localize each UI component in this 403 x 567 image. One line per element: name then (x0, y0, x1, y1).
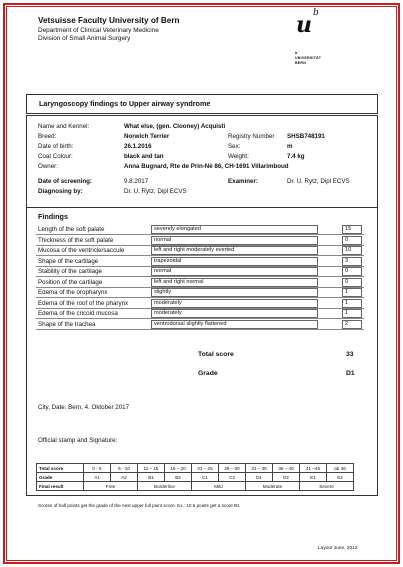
screening-label: Date of screening: (38, 178, 92, 185)
layout-footer: Layout June, 2012 (318, 546, 358, 551)
grade-cell: B1 (138, 473, 165, 482)
grade-cell: E2 (327, 473, 354, 482)
grading-note: Scores of half points get the grade of the next upper full point score. Ex.: 10.5 points get a score B1 (38, 503, 240, 508)
finding-score: 0 (342, 278, 362, 287)
city-date: City, Date: Bern, 4. Oktober 2017 (38, 404, 130, 411)
grade-cell: A1 (84, 473, 111, 482)
grade-cell: A2 (111, 473, 138, 482)
grade-cell: D1 (246, 473, 273, 482)
finding-score: 0 (342, 267, 362, 276)
range-cell: 16 – 20 (165, 464, 192, 473)
finding-label: Mucosa of the ventricle/saccule (38, 247, 125, 254)
grade-value: D1 (346, 370, 355, 377)
breed-label: Breed: (38, 133, 57, 140)
findings-divider (27, 207, 377, 208)
finding-label: Edema of the oropharynx (38, 289, 108, 296)
total-score-row-label: Total score (37, 464, 84, 473)
finding-score: 1 (342, 299, 362, 308)
result-cell: Severe (300, 482, 354, 491)
range-cell: 0 - 5 (84, 464, 111, 473)
weight-value: 7.4 kg (287, 153, 305, 160)
registry-label: Registry Number (228, 133, 275, 140)
finding-label: Length of the soft palate (38, 226, 105, 233)
finding-value: ventrodorsal slightly flattened (151, 320, 318, 329)
result-cell: Mild (192, 482, 246, 491)
range-cell: ab 46 (327, 464, 354, 473)
screening-value: 9.8.2017 (124, 178, 149, 185)
name-value: What else, (gen. Clooney) Acquisti (124, 123, 226, 130)
total-score-label: Total score (198, 351, 234, 358)
stamp-signature-label: Official stamp and Signature: (38, 437, 118, 444)
range-cell: 21 – 25 (192, 464, 219, 473)
breed-value: Norwich Terrier (124, 133, 170, 140)
finding-label: Edema of the roof of the pharynx (38, 299, 129, 307)
dob-label: Date of birth: (38, 143, 74, 150)
table-row (37, 473, 354, 482)
grade-cell: B2 (165, 473, 192, 482)
finding-value: normal (151, 236, 318, 245)
finding-score: 15 (342, 225, 362, 234)
finding-label: Stability of the cartilage (38, 268, 102, 275)
division-line: Division of Small Animal Surgery (38, 35, 131, 42)
examiner-label: Examiner: (228, 178, 258, 185)
department-line: Department of Clinical Veterinary Medicine (38, 27, 159, 34)
grade-cell: C2 (219, 473, 246, 482)
finding-value: left and right moderately everted (151, 246, 318, 255)
finding-score: 1 (342, 288, 362, 297)
document-title: Laryngoscopy findings to Upper airway syndrome (39, 99, 211, 108)
finding-label: Shape of the trachea (38, 320, 96, 328)
grade-row-label: Grade (37, 473, 84, 482)
institution-title: Vetsuisse Faculty University of Bern (38, 16, 180, 25)
finding-value: moderately (151, 309, 318, 318)
finding-value: slightly (151, 288, 318, 297)
diagnosing-label: Diagnosing by: (38, 188, 83, 195)
owner-value: Anna Bugnard, Rte de Prin-Nè 86, CH-1691 Villarimboud (124, 163, 289, 170)
range-cell: 26 – 30 (219, 464, 246, 473)
finding-label: Thickness of the soft palate (38, 236, 114, 244)
diagnosing-value: Dr. U. Rytz, Dipl ECVS (124, 188, 187, 195)
logo-text-b: b (295, 51, 298, 55)
result-cell: Free (84, 482, 138, 491)
finding-score: 2 (342, 320, 362, 329)
finding-score: 3 (342, 257, 362, 266)
coat-label: Coat Colour: (38, 153, 73, 160)
examiner-value: Dr. U. Rytz, Dipl ECVS (287, 178, 350, 185)
range-cell: 31 – 35 (246, 464, 273, 473)
grade-label: Grade (198, 370, 218, 377)
finding-value: trapezoidal (151, 257, 318, 266)
logo-text-bern: BERN (295, 61, 306, 65)
name-label: Name and Kennel: (38, 123, 90, 130)
grade-reference-table (36, 463, 354, 491)
findings-row-divider (36, 329, 364, 330)
table-row (37, 464, 354, 473)
dob-value: 26.1.2016 (124, 143, 152, 150)
finding-value: left and right normal (151, 278, 318, 287)
total-score-value: 33 (346, 351, 354, 358)
finding-value: normal (151, 267, 318, 276)
grade-cell: E1 (300, 473, 327, 482)
sex-label: Sex: (228, 143, 241, 150)
range-cell: 36 – 40 (273, 464, 300, 473)
range-cell: 11 – 15 (138, 464, 165, 473)
weight-label: Weight: (228, 153, 249, 160)
finding-score: 10 (342, 246, 362, 255)
finding-score: 1 (342, 309, 362, 318)
result-cell: Borderline (138, 482, 192, 491)
title-box (26, 94, 378, 114)
finding-score: 0 (342, 236, 362, 245)
university-logo-icon: u (296, 12, 312, 38)
grade-cell: D2 (273, 473, 300, 482)
finding-label: Shape of the cartilage (38, 257, 99, 265)
finding-label: Position of the cartilage (38, 278, 103, 286)
result-cell: Moderate (246, 482, 300, 491)
table-row (37, 482, 354, 491)
finding-value: moderately (151, 299, 318, 308)
finding-value: severely elongated (151, 225, 318, 234)
owner-label: Owner: (38, 163, 58, 170)
findings-title: Findings (38, 212, 68, 221)
registry-value: SHSB748191 (287, 133, 325, 140)
finding-label: Edema of the cricoid mucosa (38, 310, 118, 317)
range-cell: 6 - 10 (111, 464, 138, 473)
grade-cell: C1 (192, 473, 219, 482)
range-cell: 41 –45 (300, 464, 327, 473)
sex-value: m (287, 143, 293, 150)
university-logo-superscript: b (313, 8, 319, 18)
logo-text-universitat: UNIVERSITÄT (295, 56, 322, 60)
coat-value: black and tan (124, 153, 164, 160)
final-result-row-label: Final result (37, 482, 84, 491)
